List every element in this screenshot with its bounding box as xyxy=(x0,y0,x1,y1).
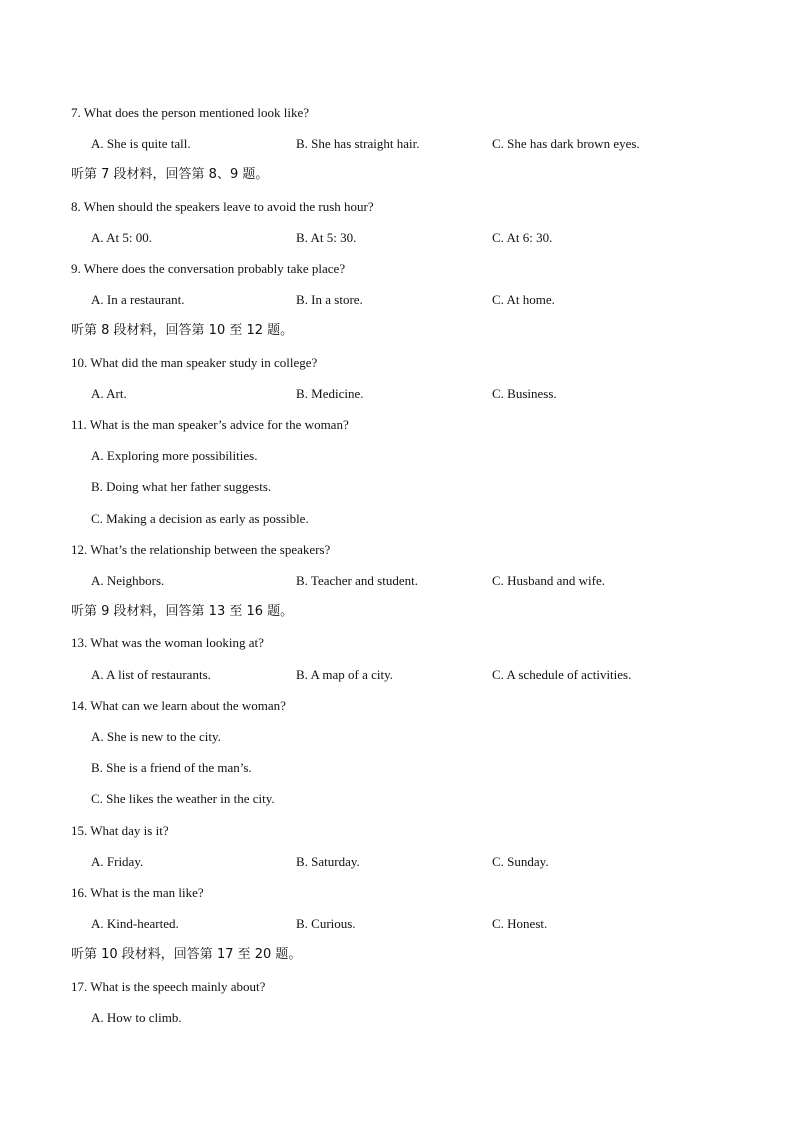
option-a: A. Neighbors. xyxy=(91,573,165,588)
option-b: B. A map of a city. xyxy=(296,667,394,682)
option-b: B. Medicine. xyxy=(296,386,364,401)
section-instruction: 听第 10 段材料，回答第 17 至 20 题。 xyxy=(71,947,302,962)
question-text: 13. What was the woman looking at? xyxy=(71,635,264,650)
option-line: A. Exploring more possibilities. xyxy=(91,448,258,463)
section-instruction: 听第 7 段材料，回答第 8、9 题。 xyxy=(71,167,269,182)
option-c: C. Business. xyxy=(492,386,557,401)
option-c: C. Honest. xyxy=(492,916,548,931)
question-text: 17. What is the speech mainly about? xyxy=(71,979,266,994)
option-b: B. In a store. xyxy=(296,292,363,307)
option-line: C. Making a decision as early as possible. xyxy=(91,511,309,526)
option-line: C. She likes the weather in the city. xyxy=(91,791,275,806)
option-b: B. She has straight hair. xyxy=(296,136,420,151)
option-b: B. Curious. xyxy=(296,916,356,931)
option-a: A. Kind-hearted. xyxy=(91,916,179,931)
option-line: B. She is a friend of the man’s. xyxy=(91,760,252,775)
question-text: 14. What can we learn about the woman? xyxy=(71,698,286,713)
option-c: C. At home. xyxy=(492,292,555,307)
option-c: C. Sunday. xyxy=(492,854,549,869)
option-c: C. Husband and wife. xyxy=(492,573,606,588)
option-line: B. Doing what her father suggests. xyxy=(91,479,272,494)
option-c: C. A schedule of activities. xyxy=(492,667,632,682)
option-c: C. At 6: 30. xyxy=(492,230,553,245)
question-text: 7. What does the person mentioned look like? xyxy=(71,105,310,120)
option-line: A. How to climb. xyxy=(91,1010,182,1025)
option-line: A. She is new to the city. xyxy=(91,729,221,744)
option-a: A. A list of restaurants. xyxy=(91,667,211,682)
section-instruction: 听第 8 段材料，回答第 10 至 12 题。 xyxy=(71,323,294,338)
option-a: A. Friday. xyxy=(91,854,144,869)
option-a: A. Art. xyxy=(91,386,127,401)
option-b: B. Saturday. xyxy=(296,854,360,869)
section-instruction: 听第 9 段材料，回答第 13 至 16 题。 xyxy=(71,604,294,619)
option-b: B. Teacher and student. xyxy=(296,573,418,588)
question-text: 10. What did the man speaker study in college? xyxy=(71,355,318,370)
option-b: B. At 5: 30. xyxy=(296,230,357,245)
option-c: C. She has dark brown eyes. xyxy=(492,136,640,151)
question-text: 9. Where does the conversation probably take place? xyxy=(71,261,346,276)
question-text: 8. When should the speakers leave to avoid the rush hour? xyxy=(71,199,374,214)
question-text: 11. What is the man speaker’s advice for the woman? xyxy=(71,417,349,432)
option-a: A. At 5: 00. xyxy=(91,230,153,245)
option-a: A. She is quite tall. xyxy=(91,136,191,151)
question-text: 12. What’s the relationship between the speakers? xyxy=(71,542,331,557)
option-a: A. In a restaurant. xyxy=(91,292,185,307)
question-text: 15. What day is it? xyxy=(71,823,169,838)
question-text: 16. What is the man like? xyxy=(71,885,204,900)
